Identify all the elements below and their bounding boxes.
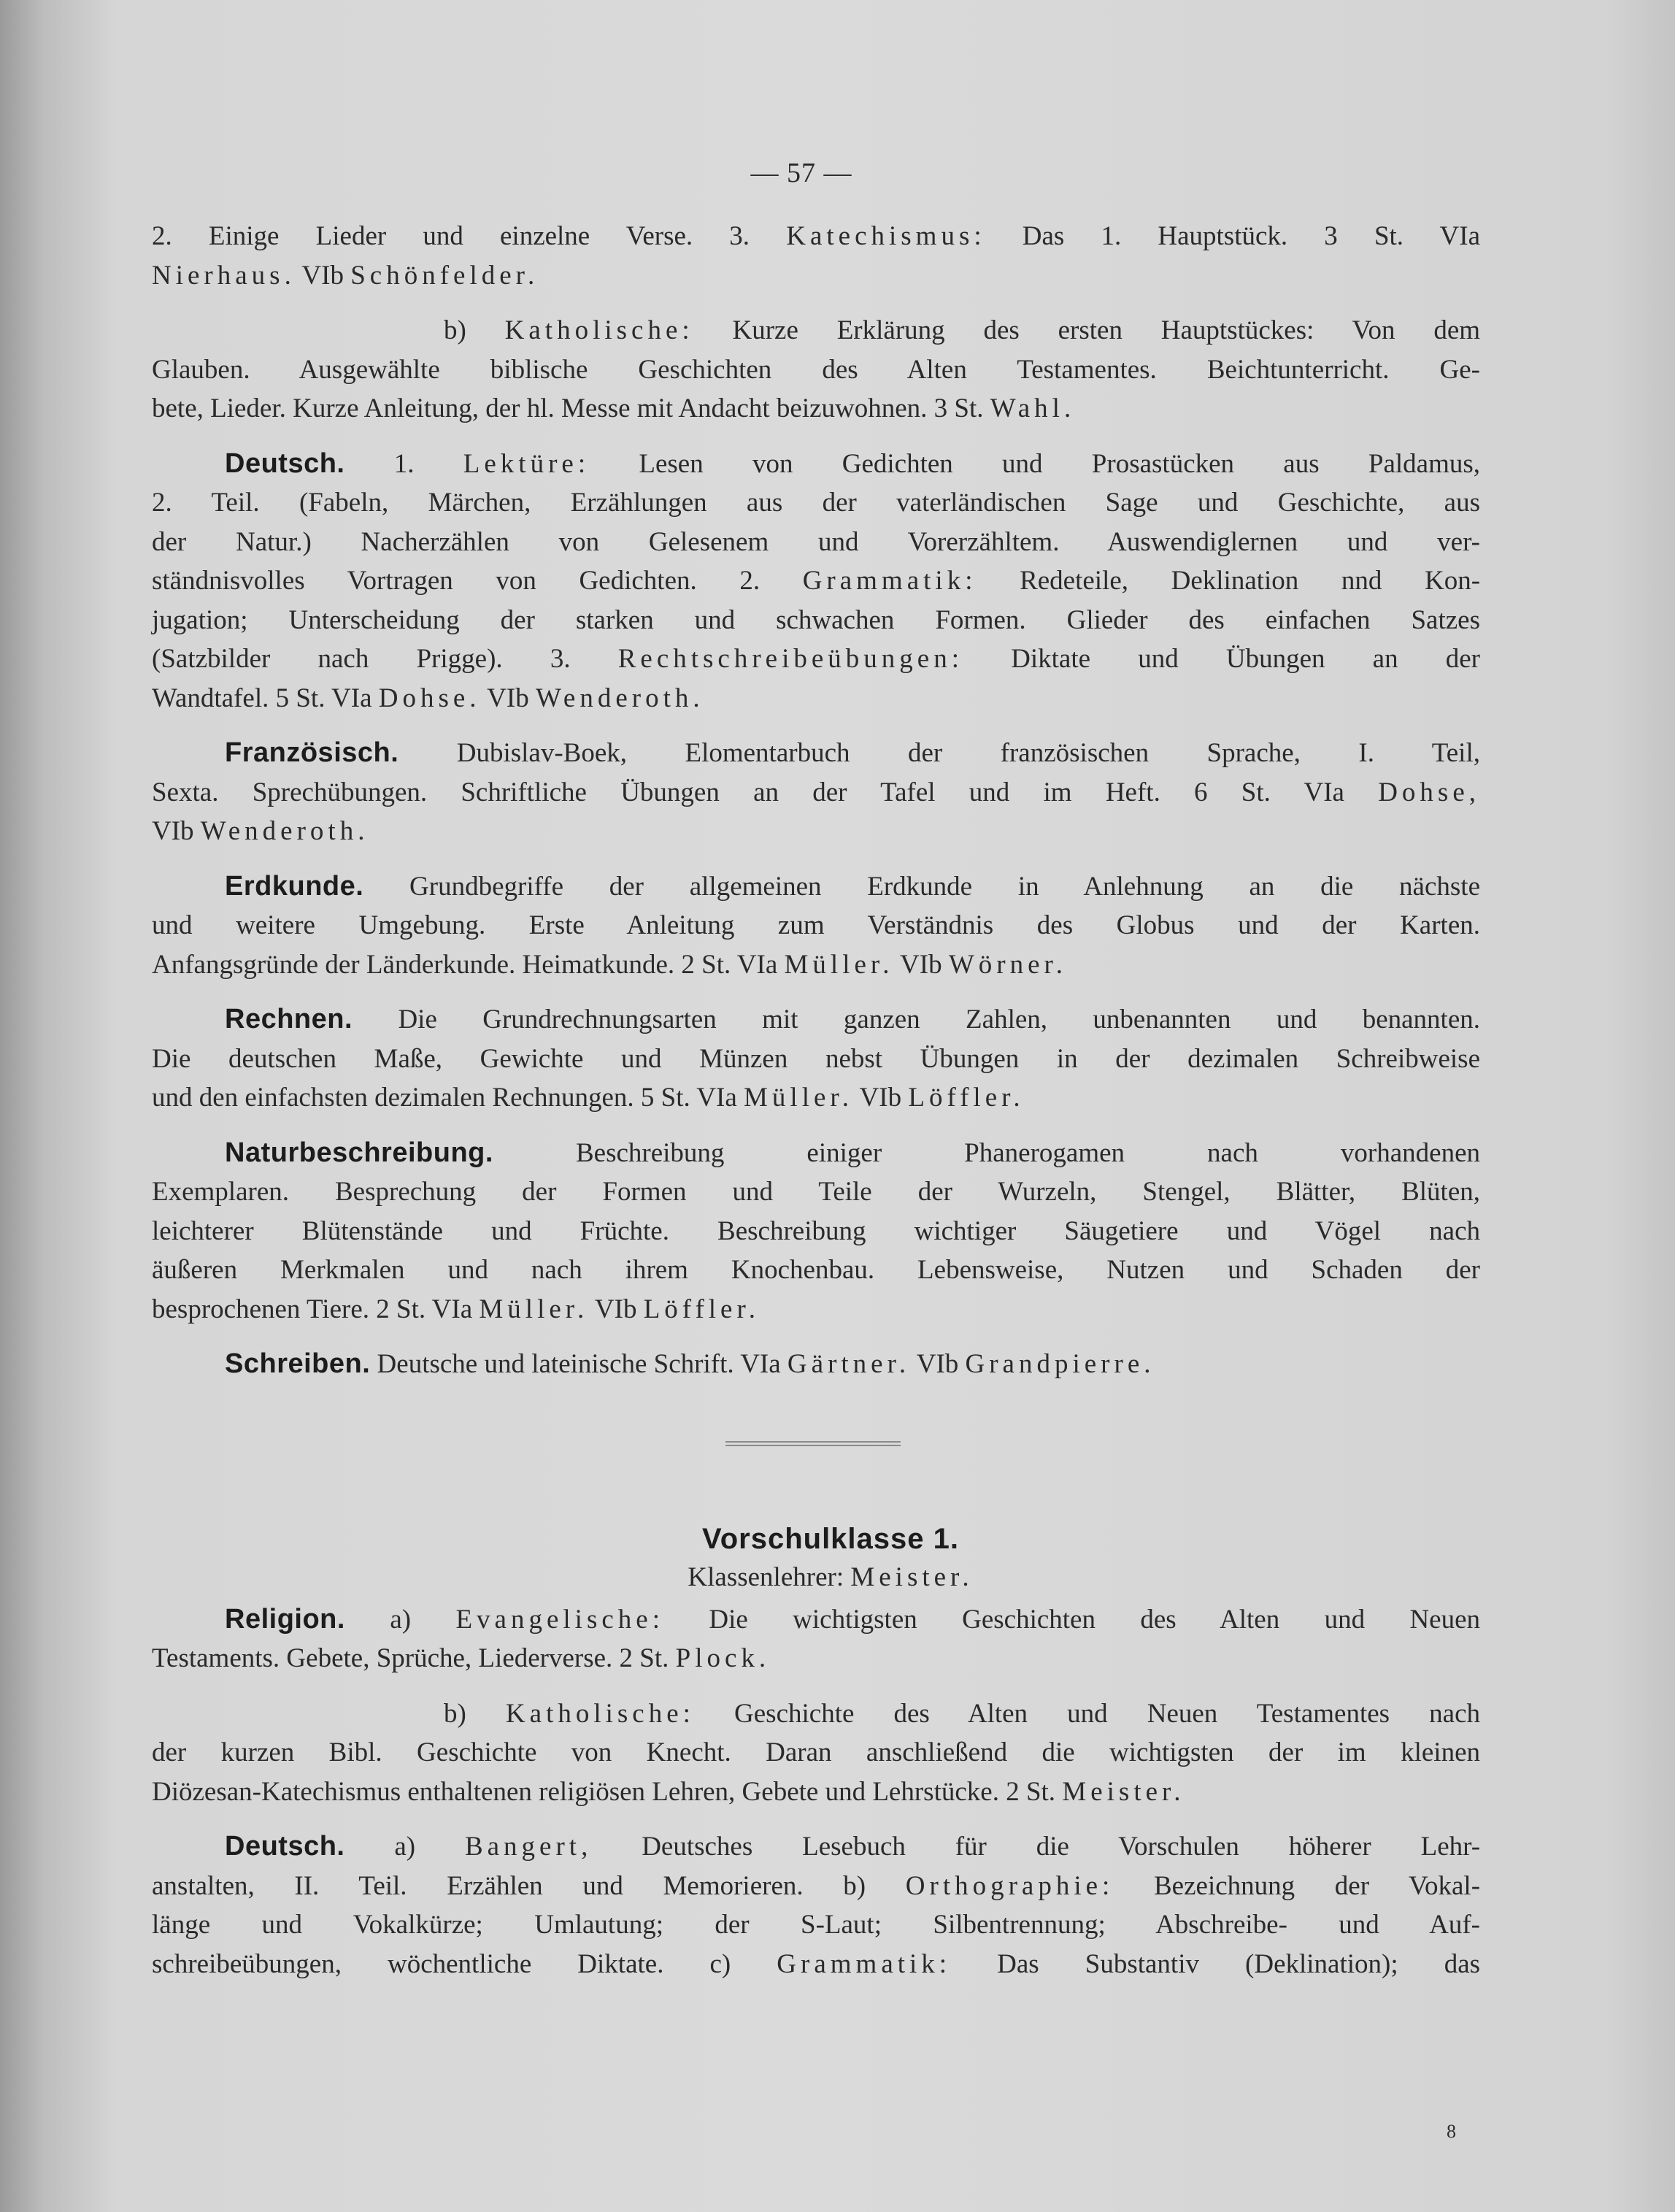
paragraph-line: VIb Wenderoth.	[152, 816, 369, 846]
heading-rechnen: Rechnen.	[225, 1004, 353, 1034]
paragraph-line: b) Katholische: Kurze Erklärung des ersten Hauptstückes: Von dem	[444, 315, 1481, 345]
paragraph-line: der Natur.) Nacherzählen von Gelesenem und Vorerzähltem. Auswendiglernen und ver-	[152, 526, 1480, 557]
paragraph-line: besprochenen Tiere. 2 St. VIa Müller. VIb Löffler.	[152, 1294, 761, 1324]
paragraph-line: ständnisvolles Vortragen von Gedichten. 2. Grammatik: Redeteile, Deklination nnd Kon-	[152, 566, 1481, 596]
paragraph-line: Die deutschen Maße, Gewichte und Münzen nebst Übungen in der dezimalen Schreibweise	[152, 1043, 1480, 1074]
paragraph-line: Glauben. Ausgewählte biblische Geschichten des Alten Testamentes. Beichtunterricht. Ge-	[152, 354, 1480, 385]
section-divider	[725, 1441, 901, 1446]
paragraph-line: (Satzbilder nach Prigge). 3. Rechtschreibeübungen: Diktate und Übungen an der	[152, 644, 1480, 674]
paragraph-line: Sexta. Sprechübungen. Schriftliche Übungen an der Tafel und im Heft. 6 St. VIa Dohse,	[152, 777, 1480, 807]
paragraph-line: jugation; Unterscheidung der starken und schwachen Formen. Glieder des einfachen Satzes	[152, 604, 1480, 635]
paragraph-line: Exemplaren. Besprechung der Formen und Teile der Wurzeln, Stengel, Blätter, Blüten,	[152, 1177, 1480, 1207]
section-deutsch-vorschule: Deutsch. a) Bangert, Deutsches Lesebuch für die Vorschulen höherer Lehr-	[225, 1831, 1481, 1862]
section-religion: Religion. a) Evangelische: Die wichtigsten Geschichten des Alten und Neuen	[225, 1603, 1481, 1635]
paragraph-line: der kurzen Bibl. Geschichte von Knecht. Daran anschließend die wichtigsten der im kleinen	[152, 1737, 1480, 1767]
paragraph-line: länge und Vokalkürze; Umlautung; der S-Laut; Silbentrennung; Abschreibe- und Auf-	[152, 1910, 1480, 1940]
section-erdkunde: Erdkunde. Grundbegriffe der allgemeinen Erdkunde in Anlehnung an die nächste	[225, 870, 1480, 902]
paragraph-line: 2. Einige Lieder und einzelne Verse. 3. Katechismus: Das 1. Hauptstück. 3 St. VIa	[152, 221, 1481, 251]
section-naturbeschreibung: Naturbeschreibung. Beschreibung einiger Phanerogamen nach vorhandenen	[225, 1137, 1480, 1168]
paragraph-line: Wandtafel. 5 St. VIa Dohse. VIb Wenderoth.	[152, 683, 704, 713]
paragraph-line: und weitere Umgebung. Erste Anleitung zum Verständnis des Globus und der Karten.	[152, 910, 1480, 940]
paragraph-line: leichterer Blütenstände und Früchte. Beschreibung wichtiger Säugetiere und Vögel nach	[152, 1216, 1480, 1246]
paragraph-line: schreibeübungen, wöchentliche Diktate. c) Grammatik: Das Substantiv (Deklination); das	[152, 1948, 1481, 1979]
section-title: Vorschulklasse 1.	[702, 1522, 959, 1555]
heading-deutsch: Deutsch.	[225, 1831, 345, 1862]
heading-erdkunde: Erdkunde.	[225, 870, 364, 902]
heading-schreiben: Schreiben.	[225, 1348, 371, 1379]
paragraph-line: Testaments. Gebete, Sprüche, Liederverse. 2 St. Plock.	[152, 1643, 771, 1673]
section-franzoesisch: Französisch. Dubislav-Boek, Elomentarbuch der französischen Sprache, I. Teil,	[225, 737, 1480, 768]
paragraph-line: b) Katholische: Geschichte des Alten und Neuen Testamentes nach	[444, 1698, 1481, 1729]
heading-naturbeschreibung: Naturbeschreibung.	[225, 1137, 493, 1168]
paragraph-line: Anfangsgründe der Länderkunde. Heimatkunde. 2 St. VIa Müller. VIb Wörner.	[152, 949, 1068, 980]
heading-franzoesisch: Französisch.	[225, 737, 399, 768]
heading-religion: Religion.	[225, 1603, 345, 1635]
section-deutsch: Deutsch. 1. Lektüre: Lesen von Gedichten und Prosastücken aus Paldamus,	[225, 448, 1481, 479]
paragraph-line: bete, Lieder. Kurze Anleitung, der hl. Messe mit Andacht beizuwohnen. 3 St. Wahl.	[152, 393, 1076, 423]
paragraph-line: Diözesan-Katechismus enthaltenen religiösen Lehren, Gebete und Lehrstücke. 2 St. Meister.	[152, 1776, 1185, 1807]
page-number: — 57 —	[750, 158, 852, 188]
signature-mark: 8	[1447, 2121, 1456, 2142]
text-block	[152, 157, 1480, 1983]
section-rechnen: Rechnen. Die Grundrechnungsarten mit ganzen Zahlen, unbenannten und benannten.	[225, 1004, 1481, 1034]
paragraph-line: Nierhaus. VIb Schönfelder.	[152, 260, 539, 291]
heading-deutsch: Deutsch.	[225, 448, 345, 479]
section-schreiben: Schreiben. Deutsche und lateinische Schrift. VIa Gärtner. VIb Grandpierre.	[225, 1348, 1155, 1379]
paragraph-line: und den einfachsten dezimalen Rechnungen. 5 St. VIa Müller. VIb Löffler.	[152, 1083, 1025, 1113]
class-teacher: Klassenlehrer: Meister.	[688, 1562, 974, 1592]
paragraph-line: 2. Teil. (Fabeln, Märchen, Erzählungen aus der vaterländischen Sage und Geschichte, aus	[152, 488, 1480, 518]
paragraph-line: anstalten, II. Teil. Erzählen und Memorieren. b) Orthographie: Bezeichnung der Vokal-	[152, 1870, 1481, 1901]
paragraph-line: äußeren Merkmalen und nach ihrem Knochenbau. Lebensweise, Nutzen und Schaden der	[152, 1255, 1480, 1285]
